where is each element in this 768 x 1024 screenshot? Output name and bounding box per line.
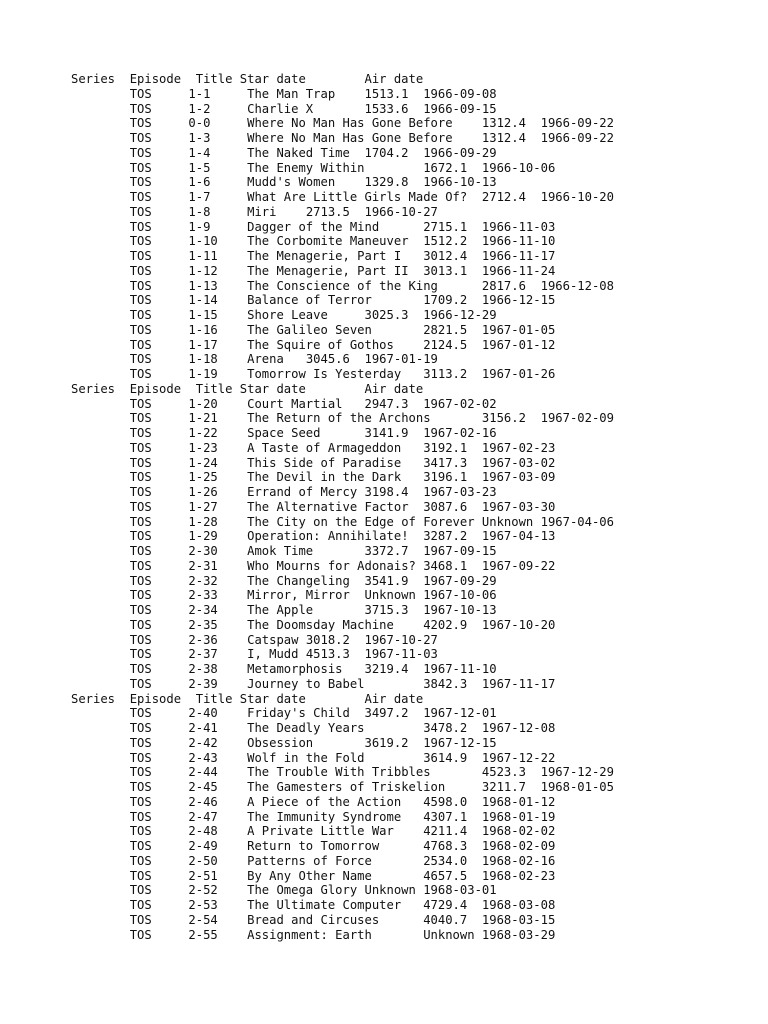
episode-line: TOS 2-47 The Immunity Syndrome 4307.1 1968-01-19 <box>71 809 556 824</box>
episode-line: TOS 2-30 Amok Time 3372.7 1967-09-15 <box>71 544 497 558</box>
header-line: Series Episode Title Star date Air date <box>71 72 424 86</box>
episode-line: TOS 1-9 Dagger of the Mind 2715.1 1966-11-03 <box>71 219 556 234</box>
episode-line: TOS 2-37 I, Mudd 4513.3 1967-11-03 <box>71 647 438 662</box>
episode-line: TOS 2-44 The Trouble With Tribbles 4523.3 1967-12-29 <box>71 765 614 780</box>
episode-line: TOS 2-55 Assignment: Earth Unknown 1968-03-29 <box>71 927 556 942</box>
episode-list-document <box>71 72 614 942</box>
episode-line: TOS 1-10 The Corbomite Maneuver 1512.2 1966-11-10 <box>71 234 556 249</box>
episode-line: TOS 1-23 A Taste of Armageddon 3192.1 1967-02-23 <box>71 440 556 455</box>
episode-line: TOS 1-17 The Squire of Gothos 2124.5 1967-01-12 <box>71 337 556 352</box>
episode-line: TOS 1-2 Charlie X 1533.6 1966-09-15 <box>71 101 497 116</box>
header-line: Series Episode Title Star date Air date <box>71 691 424 706</box>
episode-line: TOS 2-52 The Omega Glory Unknown 1968-03-01 <box>71 883 497 898</box>
episode-line: TOS 1-16 The Galileo Seven 2821.5 1967-01-05 <box>71 322 556 337</box>
episode-line: TOS 1-6 Mudd's Women 1329.8 1966-10-13 <box>71 175 497 190</box>
episode-line: TOS 0-0 Where No Man Has Gone Before 1312.4 1966-09-22 <box>71 116 614 131</box>
episode-line: TOS 2-46 A Piece of the Action 4598.0 1968-01-12 <box>71 794 556 809</box>
episode-line: TOS 2-32 The Changeling 3541.9 1967-09-29 <box>71 573 497 588</box>
episode-line: TOS 2-42 Obsession 3619.2 1967-12-15 <box>71 735 497 750</box>
episode-line: TOS 1-26 Errand of Mercy 3198.4 1967-03-23 <box>71 485 497 499</box>
episode-line: TOS 2-34 The Apple 3715.3 1967-10-13 <box>71 603 497 617</box>
episode-line: TOS 1-22 Space Seed 3141.9 1967-02-16 <box>71 426 497 440</box>
episode-line: TOS 1-14 Balance of Terror 1709.2 1966-12-15 <box>71 293 556 308</box>
episode-line: TOS 1-27 The Alternative Factor 3087.6 1967-03-30 <box>71 499 556 514</box>
episode-line: TOS 2-49 Return to Tomorrow 4768.3 1968-02-09 <box>71 839 556 853</box>
episode-line: TOS 1-7 What Are Little Girls Made Of? 2712.4 1966-10-20 <box>71 190 614 204</box>
episode-line: TOS 1-3 Where No Man Has Gone Before 1312.4 1966-09-22 <box>71 131 614 145</box>
episode-line: TOS 2-41 The Deadly Years 3478.2 1967-12-08 <box>71 721 556 735</box>
episode-line: TOS 1-1 The Man Trap 1513.1 1966-09-08 <box>71 86 497 101</box>
episode-line: TOS 2-43 Wolf in the Fold 3614.9 1967-12-22 <box>71 750 556 765</box>
episode-line: TOS 2-31 Who Mourns for Adonais? 3468.1 1967-09-22 <box>71 558 556 573</box>
episode-line: TOS 1-8 Miri 2713.5 1966-10-27 <box>71 204 438 219</box>
episode-line: TOS 1-29 Operation: Annihilate! 3287.2 1967-04-13 <box>71 529 556 544</box>
episode-line: TOS 1-25 The Devil in the Dark 3196.1 1967-03-09 <box>71 470 556 485</box>
episode-line: TOS 1-4 The Naked Time 1704.2 1966-09-29 <box>71 145 497 160</box>
episode-line: TOS 1-21 The Return of the Archons 3156.2 1967-02-09 <box>71 411 614 426</box>
episode-line: TOS 1-24 This Side of Paradise 3417.3 1967-03-02 <box>71 455 556 470</box>
episode-line: TOS 2-51 By Any Other Name 4657.5 1968-02-23 <box>71 868 556 883</box>
episode-line: TOS 2-48 A Private Little War 4211.4 1968-02-02 <box>71 824 556 839</box>
episode-line: TOS 2-40 Friday's Child 3497.2 1967-12-01 <box>71 706 497 721</box>
episode-line: TOS 2-36 Catspaw 3018.2 1967-10-27 <box>71 632 438 647</box>
episode-line: TOS 1-18 Arena 3045.6 1967-01-19 <box>71 352 438 367</box>
episode-line: TOS 1-11 The Menagerie, Part I 3012.4 1966-11-17 <box>71 249 556 263</box>
episode-line: TOS 1-15 Shore Leave 3025.3 1966-12-29 <box>71 308 497 322</box>
episode-line: TOS 2-39 Journey to Babel 3842.3 1967-11-17 <box>71 676 556 691</box>
episode-line: TOS 1-19 Tomorrow Is Yesterday 3113.2 1967-01-26 <box>71 367 556 381</box>
episode-line: TOS 1-20 Court Martial 2947.3 1967-02-02 <box>71 396 497 411</box>
episode-line: TOS 2-53 The Ultimate Computer 4729.4 1968-03-08 <box>71 898 556 912</box>
episode-line: TOS 2-50 Patterns of Force 2534.0 1968-02-16 <box>71 853 556 868</box>
episode-line: TOS 2-33 Mirror, Mirror Unknown 1967-10-06 <box>71 588 497 603</box>
header-line: Series Episode Title Star date Air date <box>71 381 424 396</box>
episode-line: TOS 1-28 The City on the Edge of Forever Unknown 1967-04-06 <box>71 514 614 529</box>
episode-line: TOS 1-5 The Enemy Within 1672.1 1966-10-06 <box>71 160 556 175</box>
episode-line: TOS 2-54 Bread and Circuses 4040.7 1968-03-15 <box>71 912 556 927</box>
episode-line: TOS 2-38 Metamorphosis 3219.4 1967-11-10 <box>71 662 497 676</box>
episode-line: TOS 2-35 The Doomsday Machine 4202.9 1967-10-20 <box>71 617 556 632</box>
episode-line: TOS 1-12 The Menagerie, Part II 3013.1 1966-11-24 <box>71 263 556 278</box>
episode-line: TOS 2-45 The Gamesters of Triskelion 3211.7 1968-01-05 <box>71 780 614 794</box>
episode-line: TOS 1-13 The Conscience of the King 2817.6 1966-12-08 <box>71 278 614 293</box>
